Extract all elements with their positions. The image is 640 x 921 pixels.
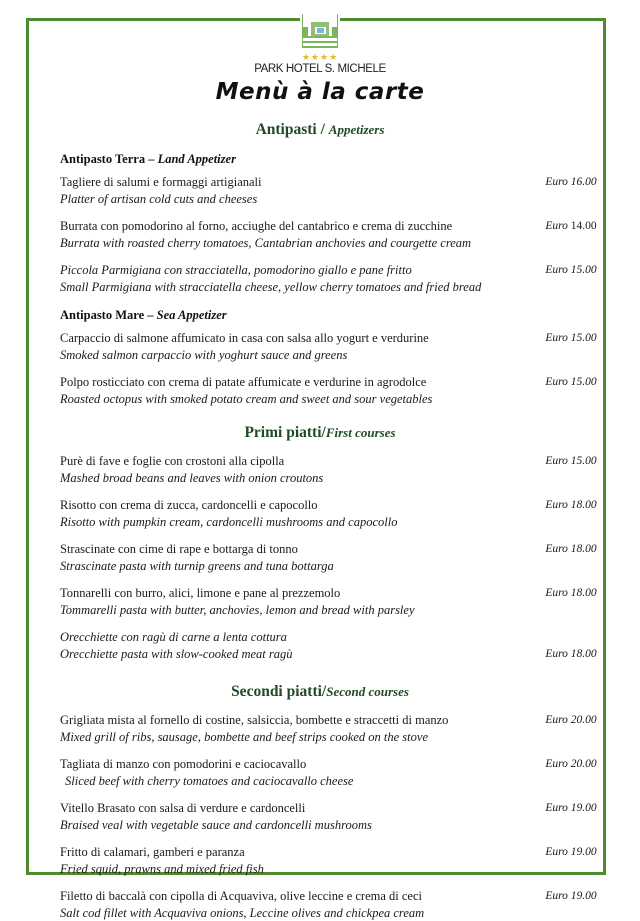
menu-item-name-english-text: Small Parmigiana with stracciatella cheese, yellow cherry tomatoes and fried bread	[60, 280, 481, 294]
menu-item-name-english	[60, 773, 606, 790]
section-heading-english: First courses	[326, 425, 396, 440]
menu-item[interactable]	[60, 541, 606, 574]
menu-item-price	[512, 218, 630, 235]
menu-item-name-italian-text: Orecchiette con ragù di carne a lenta cottura	[60, 630, 287, 644]
subheading-english: Sea Appetizer	[157, 308, 227, 322]
menu-item-name-english-text: Braised veal with vegetable sauce and cardoncelli mushrooms	[60, 818, 372, 832]
subheading-english: Land Appetizer	[158, 152, 236, 166]
menu-item-name-english	[60, 391, 606, 408]
menu-item-name-english-text: Tommarelli pasta with butter, anchovies, lemon and bread with parsley	[60, 603, 415, 617]
section-heading-italian: Primi piatti	[244, 424, 321, 441]
dish-list-primi	[0, 453, 640, 662]
menu-item-price	[512, 174, 630, 191]
menu-item-name-english	[60, 347, 606, 364]
section-heading-secondi	[0, 682, 640, 701]
section-heading-antipasti	[0, 120, 640, 139]
menu-item-name-english	[60, 470, 606, 487]
menu-item-name-italian-text: Grigliata mista al fornello di costine, salsiccia, bombette e straccetti di manzo	[60, 713, 448, 727]
section-heading-separator: /	[317, 121, 329, 138]
menu-item-name-english-text: Sliced beef with cherry tomatoes and caciocavallo cheese	[65, 774, 353, 788]
price-currency: Euro	[545, 543, 568, 555]
price-currency: Euro	[545, 264, 568, 276]
price-currency: Euro	[545, 176, 568, 188]
price-currency: Euro	[545, 648, 568, 660]
menu-item-name-english-text: Orecchiette pasta with slow-cooked meat ragù	[60, 647, 292, 661]
menu-item-price	[512, 330, 630, 347]
menu-item-name-italian	[60, 712, 606, 729]
menu-item[interactable]	[60, 330, 606, 363]
price-amount: 18.00	[571, 543, 597, 555]
menu-item-name-italian-text: Carpaccio di salmone affumicato in casa con salsa allo yogurt e verdurine	[60, 331, 429, 345]
menu-item[interactable]	[60, 756, 606, 789]
menu-item-name-english-text: Roasted octopus with smoked potato cream and sweet and sour vegetables	[60, 392, 432, 406]
menu-item-name-italian	[60, 541, 606, 558]
price-amount: 15.00	[571, 264, 597, 276]
menu-item-name-english	[60, 817, 606, 834]
menu-item-name-english	[60, 235, 606, 252]
menu-item-name-english	[60, 861, 606, 878]
menu-item-name-italian-text: Polpo rosticciato con crema di patate affumicate e verdurine in agrodolce	[60, 375, 426, 389]
price-amount: 20.00	[571, 758, 597, 770]
menu-item-price	[512, 453, 630, 470]
menu-item-price	[512, 585, 630, 602]
menu-item-price	[512, 262, 630, 279]
section-heading-separator: /	[322, 424, 326, 441]
price-amount: 14.00	[571, 220, 597, 232]
menu-item-name-italian-text: Piccola Parmigiana con stracciatella, pomodorino giallo e pane fritto	[60, 263, 412, 277]
menu-item-name-english-text: Salt cod fillet with Acquaviva onions, Leccine olives and chickpea cream	[60, 906, 424, 920]
dish-group-subheading	[60, 307, 606, 323]
price-amount: 19.00	[571, 890, 597, 902]
dish-group-subheading	[60, 151, 606, 167]
menu-item[interactable]	[60, 629, 606, 662]
menu-item-name-italian	[60, 330, 606, 347]
subheading-text	[60, 307, 606, 323]
menu-item[interactable]	[60, 174, 606, 207]
menu-item[interactable]	[60, 712, 606, 745]
menu-item-name-italian	[60, 374, 606, 391]
menu-item[interactable]	[60, 497, 606, 530]
menu-item-price	[512, 712, 630, 729]
menu-item-name-italian-text: Fritto di calamari, gamberi e paranza	[60, 845, 245, 859]
menu-item-name-english	[60, 905, 606, 921]
menu-item-name-english	[60, 279, 606, 296]
section-heading-english: Second courses	[326, 684, 409, 699]
dish-list-secondi	[0, 712, 640, 921]
menu-item-name-italian	[60, 585, 606, 602]
subheading-dash: –	[145, 152, 158, 166]
menu-item-name-english	[60, 729, 606, 746]
menu-item-name-english-text: Platter of artisan cold cuts and cheeses	[60, 192, 257, 206]
section-heading-separator: /	[322, 683, 326, 700]
price-amount: 15.00	[571, 455, 597, 467]
menu-item[interactable]	[60, 453, 606, 486]
menu-item-name-italian-text: Purè di fave e foglie con crostoni alla cipolla	[60, 454, 284, 468]
menu-item[interactable]	[60, 262, 606, 295]
menu-item-name-italian	[60, 497, 606, 514]
subheading-dash: –	[144, 308, 157, 322]
price-currency: Euro	[545, 758, 568, 770]
menu-item-name-italian	[60, 756, 606, 773]
price-amount: 19.00	[571, 846, 597, 858]
menu-item-name-italian	[60, 800, 606, 817]
menu-item-name-italian-text: Tagliata di manzo con pomodorini e caciocavallo	[60, 757, 306, 771]
menu-item-name-italian-text: Filetto di baccalà con cipolla di Acquaviva, olive leccine e crema di ceci	[60, 889, 422, 903]
menu-item-name-italian	[60, 453, 606, 470]
price-currency: Euro	[545, 587, 568, 599]
menu-item-name-english	[60, 191, 606, 208]
menu-item-price	[512, 844, 630, 861]
menu-item[interactable]	[60, 374, 606, 407]
price-amount: 15.00	[571, 376, 597, 388]
menu-item-name-italian	[60, 844, 606, 861]
menu-item-name-english	[60, 558, 606, 575]
menu-item-name-english	[60, 514, 606, 531]
menu-item-name-english-text: Fried squid, prawns and mixed fried fish	[60, 862, 264, 876]
menu-header	[0, 0, 640, 106]
price-currency: Euro	[545, 846, 568, 858]
star-rating-icon: ★★★★	[0, 53, 640, 62]
menu-item-price	[512, 888, 630, 905]
menu-item-price	[512, 497, 630, 514]
price-currency: Euro	[545, 332, 568, 344]
menu-item[interactable]	[60, 585, 606, 618]
menu-item-price	[512, 541, 630, 558]
price-amount: 20.00	[571, 714, 597, 726]
price-currency: Euro	[545, 714, 568, 726]
menu-item-name-english-text: Strascinate pasta with turnip greens and tuna bottarga	[60, 559, 334, 573]
price-currency: Euro	[545, 220, 568, 232]
menu-item-name-italian-text: Tagliere di salumi e formaggi artigianali	[60, 175, 261, 189]
price-currency: Euro	[545, 802, 568, 814]
price-amount: 15.00	[571, 332, 597, 344]
subheading-italian: Antipasto Terra	[60, 152, 145, 166]
price-amount: 18.00	[571, 648, 597, 660]
menu-item-name-english	[60, 602, 606, 619]
menu-item-name-english	[60, 646, 606, 663]
menu-sections	[0, 120, 640, 921]
price-currency: Euro	[545, 376, 568, 388]
menu-item-name-italian	[60, 174, 606, 191]
menu-item-price	[512, 800, 630, 817]
price-amount: 18.00	[571, 499, 597, 511]
menu-item-name-italian-text: Risotto con crema di zucca, cardoncelli e capocollo	[60, 498, 318, 512]
subheading-italian: Antipasto Mare	[60, 308, 144, 322]
menu-item-price	[512, 756, 630, 773]
menu-item-name-italian-text: Strascinate con cime di rape e bottarga di tonno	[60, 542, 298, 556]
menu-item-name-italian	[60, 629, 606, 646]
section-heading-primi	[0, 423, 640, 442]
menu-item-price	[512, 646, 630, 663]
price-amount: 16.00	[571, 176, 597, 188]
menu-item-name-italian-text: Burrata con pomodorino al forno, acciughe del cantabrico e crema di zucchine	[60, 219, 452, 233]
price-currency: Euro	[545, 455, 568, 467]
menu-item-name-english-text: Burrata with roasted cherry tomatoes, Cantabrian anchovies and courgette cream	[60, 236, 471, 250]
section-heading-italian: Secondi piatti	[231, 683, 322, 700]
price-currency: Euro	[545, 890, 568, 902]
menu-item-name-italian-text: Tonnarelli con burro, alici, limone e pane al prezzemolo	[60, 586, 340, 600]
section-heading-italian: Antipasti	[256, 121, 317, 138]
price-amount: 19.00	[571, 802, 597, 814]
menu-item[interactable]	[60, 844, 606, 877]
menu-item-price	[512, 374, 630, 391]
price-currency: Euro	[545, 499, 568, 511]
menu-item-name-english-text: Mashed broad beans and leaves with onion croutons	[60, 471, 323, 485]
subheading-text	[60, 151, 606, 167]
menu-item-name-italian-text: Vitello Brasato con salsa di verdure e cardoncelli	[60, 801, 305, 815]
menu-item-name-english-text: Mixed grill of ribs, sausage, bombette and beef strips cooked on the stove	[60, 730, 428, 744]
hotel-logo-icon	[300, 12, 340, 50]
menu-item-name-italian	[60, 888, 606, 905]
menu-item[interactable]	[60, 218, 606, 251]
menu-item-name-english-text: Risotto with pumpkin cream, cardoncelli mushrooms and capocollo	[60, 515, 397, 529]
menu-item-name-italian	[60, 218, 606, 235]
price-amount: 18.00	[571, 587, 597, 599]
page-title: Menù à la carte	[0, 78, 640, 106]
menu-item[interactable]	[60, 800, 606, 833]
menu-item-name-italian	[60, 262, 606, 279]
hotel-name: PARK HOTEL S. MICHELE	[0, 63, 640, 76]
menu-item-name-english-text: Smoked salmon carpaccio with yoghurt sauce and greens	[60, 348, 347, 362]
dish-list-antipasti	[0, 151, 640, 407]
section-heading-english: Appetizers	[329, 122, 385, 137]
